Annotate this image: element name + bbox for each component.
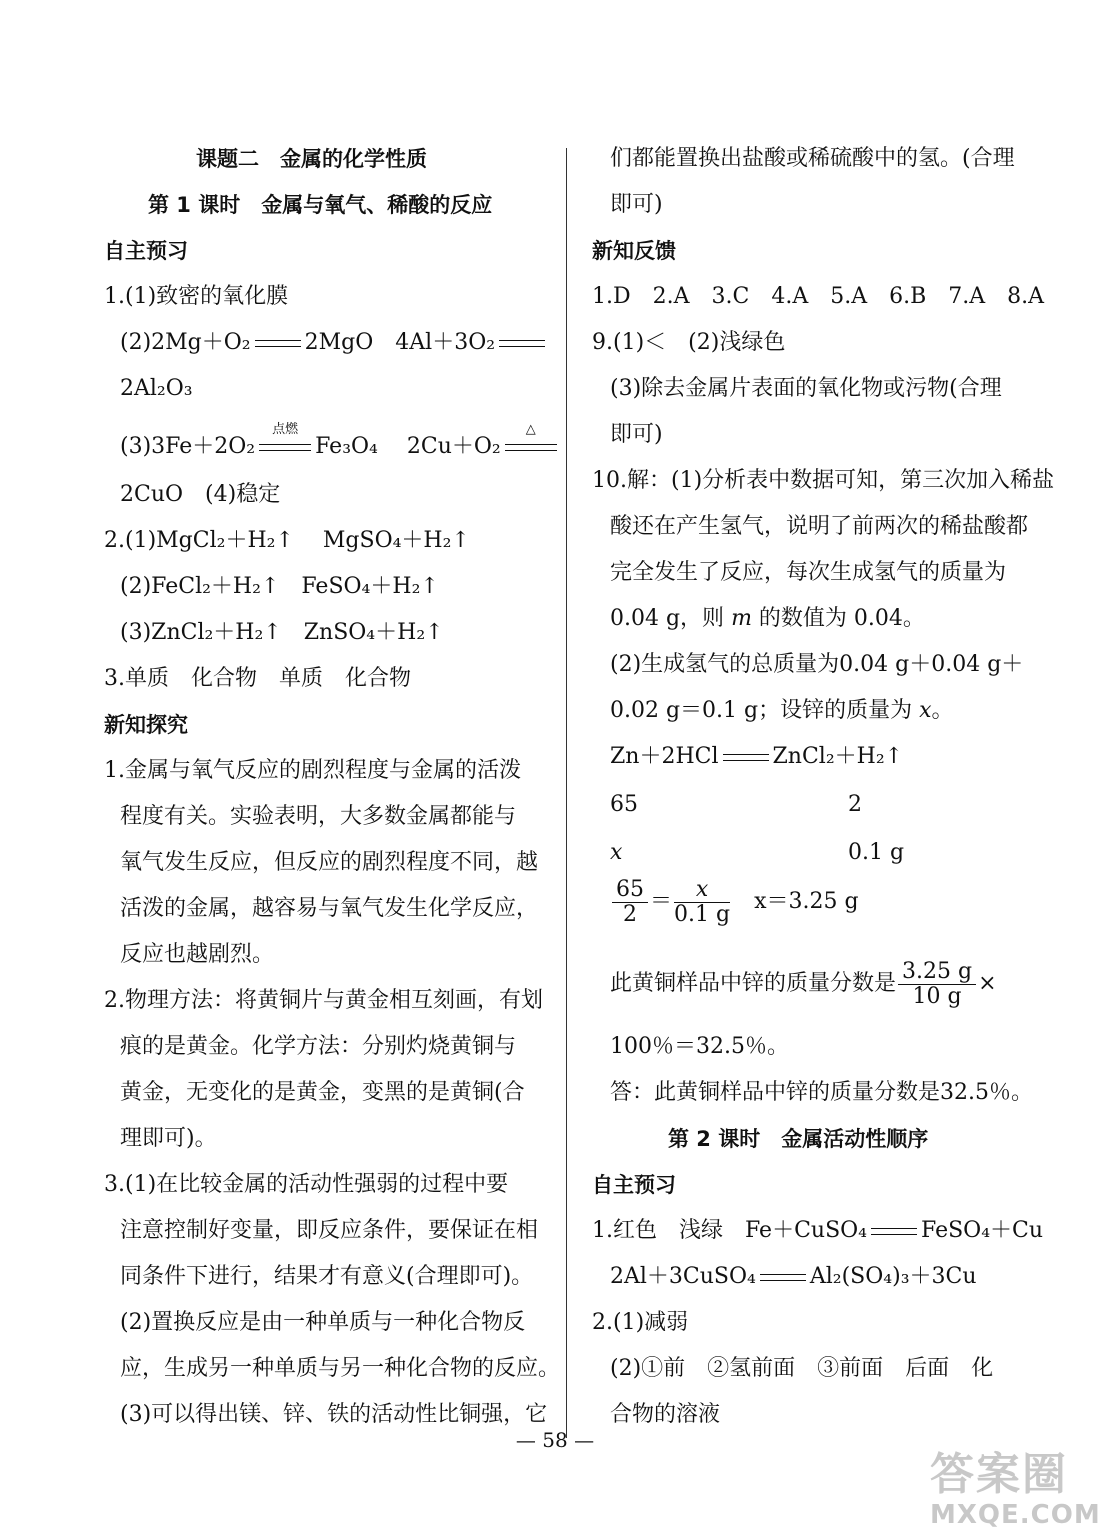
equation-text: Fe₃O₄ 2Cu＋O₂ xyxy=(315,434,501,459)
page-number: — 58 — xyxy=(515,1428,595,1452)
item-1-5: 2CuO (4)稳定 xyxy=(120,482,281,507)
equals-sign xyxy=(760,1274,806,1281)
q10-line: (2)生成氢气的总质量为0.04 g＋0.04 g＋ xyxy=(610,652,1024,677)
q10-text: 0.04 g，则 xyxy=(610,606,732,631)
ratio-2: 2 xyxy=(848,792,862,817)
section-title: 课题二 金属的化学性质 xyxy=(196,147,427,171)
times-sign: × xyxy=(978,971,997,996)
watermark-url: MXQE.COM xyxy=(930,1500,1101,1530)
explore-1-line: 反应也越剧烈。 xyxy=(120,942,275,967)
condition-sign xyxy=(505,421,557,451)
equation-text: (2)2Mg＋O₂ xyxy=(120,330,251,355)
condition-label: 点燃 xyxy=(272,421,299,437)
explore-3-line: 3.(1)在比较金属的活动性强弱的过程中要 xyxy=(104,1172,509,1197)
percent-line: 100％＝32.5％。 xyxy=(610,1034,789,1059)
denominator: 0.1 g xyxy=(674,901,731,927)
explore-2-line: 黄金，无变化的是黄金，变黑的是黄铜(合 xyxy=(120,1080,525,1105)
watermark-text: 答案圈 xyxy=(930,1449,1068,1500)
explore-2-line: 痕的是黄金。化学方法：分别灼烧黄铜与 xyxy=(120,1034,517,1059)
continued-line: 们都能置换出盐酸或稀硫酸中的氢。(合理 xyxy=(610,146,1015,171)
fraction xyxy=(674,878,730,927)
preview-2-line: 2.(1)减弱 xyxy=(592,1310,689,1335)
variable-x: x xyxy=(919,698,932,723)
condition-sign xyxy=(259,421,311,451)
denominator: 2 xyxy=(623,901,637,927)
explore-1-line: 1.金属与氧气反应的剧烈程度与金属的活泼 xyxy=(104,758,521,783)
explore-1-line: 氧气发生反应，但反应的剧烈程度不同，越 xyxy=(120,850,539,875)
item-1-1: 1.(1)致密的氧化膜 xyxy=(104,284,289,309)
q10-text: 0.02 g＝0.1 g；设锌的质量为 xyxy=(610,698,920,723)
explore-3-line: (2)置换反应是由一种单质与一种化合物反 xyxy=(120,1310,526,1335)
variable-x: x xyxy=(610,840,623,865)
equation-text: (3)3Fe＋2O₂ xyxy=(120,434,256,459)
preview-2-line: 合物的溶液 xyxy=(610,1402,721,1427)
item-2-3: (3)ZnCl₂＋H₂↑ ZnSO₄＋H₂↑ xyxy=(120,620,444,645)
fraction xyxy=(612,878,648,927)
lesson-title: 第 1 课时 金属与氧气、稀酸的反应 xyxy=(148,193,493,217)
preview-2-line: (2)①前 ②氢前面 ③前面 后面 化 xyxy=(610,1356,994,1381)
mass-fraction xyxy=(610,958,997,1010)
item-1-3: 2Al₂O₃ xyxy=(120,376,193,401)
numerator: 3.25 g xyxy=(898,960,976,985)
fraction xyxy=(898,960,976,1009)
continued-line: 即可) xyxy=(610,192,663,217)
mass-text: 此黄铜样品中锌的质量分数是 xyxy=(610,971,897,996)
variable-x: x xyxy=(695,876,709,902)
item-3: 3.单质 化合物 单质 化合物 xyxy=(104,666,411,691)
q9-line: 即可) xyxy=(610,422,663,447)
heading-explore: 新知探究 xyxy=(104,713,188,737)
equals-sign xyxy=(723,754,769,761)
item-1-4 xyxy=(120,421,561,462)
lesson-title: 第 2 课时 金属活动性顺序 xyxy=(668,1127,929,1151)
equation-text: 1.红色 浅绿 Fe＋CuSO₄ xyxy=(592,1218,868,1243)
heading-preview: 自主预习 xyxy=(592,1173,676,1197)
watermark-logo xyxy=(930,1450,1105,1534)
result: x＝3.25 g xyxy=(754,889,859,914)
heading-feedback: 新知反馈 xyxy=(592,239,676,263)
q10-line xyxy=(610,696,954,726)
proportion-equation: $\frac{65}{2}$ ＝ $\frac{x}{0.1 g}$ x＝3.25 g xyxy=(610,876,859,928)
ratio-65: 65 xyxy=(610,792,638,817)
ratio-x xyxy=(610,838,622,868)
q10-text: 。 xyxy=(931,698,954,723)
equation-text: Al₂(SO₄)₃＋3Cu xyxy=(809,1264,977,1289)
q10-line: 酸还在产生氢气，说明了前两次的稀盐酸都 xyxy=(610,514,1029,539)
explore-3-line: 应，生成另一种单质与另一种化合物的反应。 xyxy=(120,1356,561,1381)
condition-label: △ xyxy=(525,421,536,437)
equation-text: 2MgO 4Al＋3O₂ xyxy=(304,330,496,355)
numerator: 65 xyxy=(612,878,648,903)
preview-1-line xyxy=(592,1216,1043,1246)
heading-preview: 自主预习 xyxy=(104,239,188,263)
explore-2-line: 2.物理方法：将黄铜片与黄金相互刻画，有划 xyxy=(104,988,543,1013)
equals-sign xyxy=(871,1228,917,1235)
q10-line: 10.解：(1)分析表中数据可知，第三次加入稀盐 xyxy=(592,468,1055,493)
preview-1-line xyxy=(610,1262,977,1292)
q9-line: 9.(1)＜ (2)浅绿色 xyxy=(592,330,786,355)
explore-1-line: 活泼的金属，越容易与氧气发生化学反应， xyxy=(120,896,539,921)
equation-text: Zn＋2HCl xyxy=(610,744,719,769)
explore-3-line: 注意控制好变量，即反应条件，要保证在相 xyxy=(120,1218,539,1243)
q10-line: 完全发生了反应，每次生成氢气的质量为 xyxy=(610,560,1007,585)
equals-sign xyxy=(255,340,301,347)
column-divider xyxy=(566,148,567,1438)
equation-text: FeSO₄＋Cu xyxy=(921,1218,1044,1243)
item-2-2: (2)FeCl₂＋H₂↑ FeSO₄＋H₂↑ xyxy=(120,574,439,599)
equation-text: 2Al＋3CuSO₄ xyxy=(610,1264,756,1289)
explore-3-line: 同条件下进行，结果才有意义(合理即可)。 xyxy=(120,1264,534,1289)
reaction-equation xyxy=(610,742,903,772)
explore-3-line: (3)可以得出镁、锌、铁的活动性比铜强，它 xyxy=(120,1402,548,1427)
item-1-2 xyxy=(120,328,549,358)
variable-m: m xyxy=(731,606,752,631)
ratio-0-1g: 0.1 g xyxy=(848,840,905,865)
explore-1-line: 程度有关。实验表明，大多数金属都能与 xyxy=(120,804,517,829)
equation-text: ZnCl₂＋H₂↑ xyxy=(772,744,904,769)
q10-line xyxy=(610,604,925,634)
answers-1-8: 1.D 2.A 3.C 4.A 5.A 6.B 7.A 8.A xyxy=(592,284,1044,309)
equals-sign xyxy=(499,340,545,347)
item-2-1: 2.(1)MgCl₂＋H₂↑ MgSO₄＋H₂↑ xyxy=(104,528,470,553)
numerator xyxy=(674,878,730,903)
answer-line: 答：此黄铜样品中锌的质量分数是32.5％。 xyxy=(610,1080,1033,1105)
q10-text: 的数值为 0.04。 xyxy=(751,606,925,631)
q9-line: (3)除去金属片表面的氧化物或污物(合理 xyxy=(610,376,1002,401)
explore-2-line: 理即可)。 xyxy=(120,1126,217,1151)
denominator: 10 g xyxy=(912,983,962,1009)
